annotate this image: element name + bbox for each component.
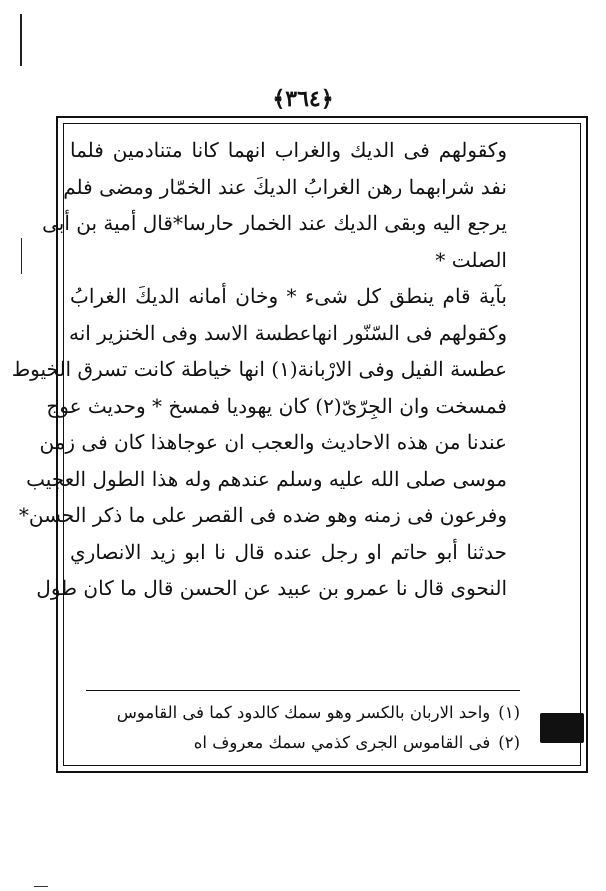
body-text bbox=[11, 132, 507, 607]
left-margin-line-top bbox=[20, 14, 22, 66]
body-line: فمسخت وان الجِرّىّ(٢) كان يهوديا فمسخ * وحديث عوج bbox=[46, 393, 507, 418]
body-line: وفرعون فى زمنه وهو ضده فى القصر على ما ذكر الحسن* bbox=[18, 503, 507, 527]
footnote bbox=[84, 728, 520, 758]
page-number: ﴾٣٦٤﴿ bbox=[272, 86, 334, 112]
body-line: يرجع اليه وبقى الديك عند الخمار حارسا*قال أمية بن أبى bbox=[42, 211, 507, 235]
footnote-marker: (١) bbox=[498, 703, 520, 722]
verse-line: بآية قام ينطق كل شىء * وخان أمانه الديكَ الغرابُ bbox=[70, 284, 507, 308]
body-line: وكقولهم فى الديك والغراب انهما كانا متنادمين فلما bbox=[70, 138, 507, 162]
body-line: النحوى قال نا عمرو بن عبيد عن الحسن قال ما كان طول bbox=[36, 576, 507, 600]
footnote-separator bbox=[86, 690, 520, 691]
footnote-text: واحد الاربان بالكسر وهو سمك كالدود كما فى القاموس bbox=[116, 703, 491, 722]
footnote-text: فى القاموس الجرى كذمي سمك معروف اه bbox=[193, 733, 491, 752]
body-line: موسى صلى الله عليه وسلم عندهم وله هذا الطول العجيب bbox=[26, 466, 507, 491]
scan-edge-mark bbox=[540, 713, 584, 743]
body-line: نفد شرابهما رهن الغرابُ الديكَ عند الخمّار ومضى فلم bbox=[63, 174, 507, 199]
footnotes bbox=[84, 698, 520, 758]
footnote bbox=[84, 698, 520, 728]
body-line: الصلت * bbox=[435, 247, 507, 272]
footnote-marker: (٢) bbox=[498, 733, 520, 752]
left-margin-line-middle bbox=[21, 238, 22, 274]
scan-bottom-mark bbox=[34, 886, 48, 887]
body-line: حدثنا أبو حاتم او رجل عنده قال نا ابو زيد الانصاري bbox=[70, 539, 507, 564]
body-line: وكقولهم فى السّنّور انهاعطسة الاسد وفى الخنزير انه bbox=[68, 320, 507, 345]
body-line: عندنا من هذه الاحاديث والعجب ان عوجاهذا كان فى زمن bbox=[39, 430, 507, 454]
body-line: عطسة الفيل وفى الارْبانة(١) انها خياطة كانت تسرق الخيوط bbox=[11, 357, 507, 381]
